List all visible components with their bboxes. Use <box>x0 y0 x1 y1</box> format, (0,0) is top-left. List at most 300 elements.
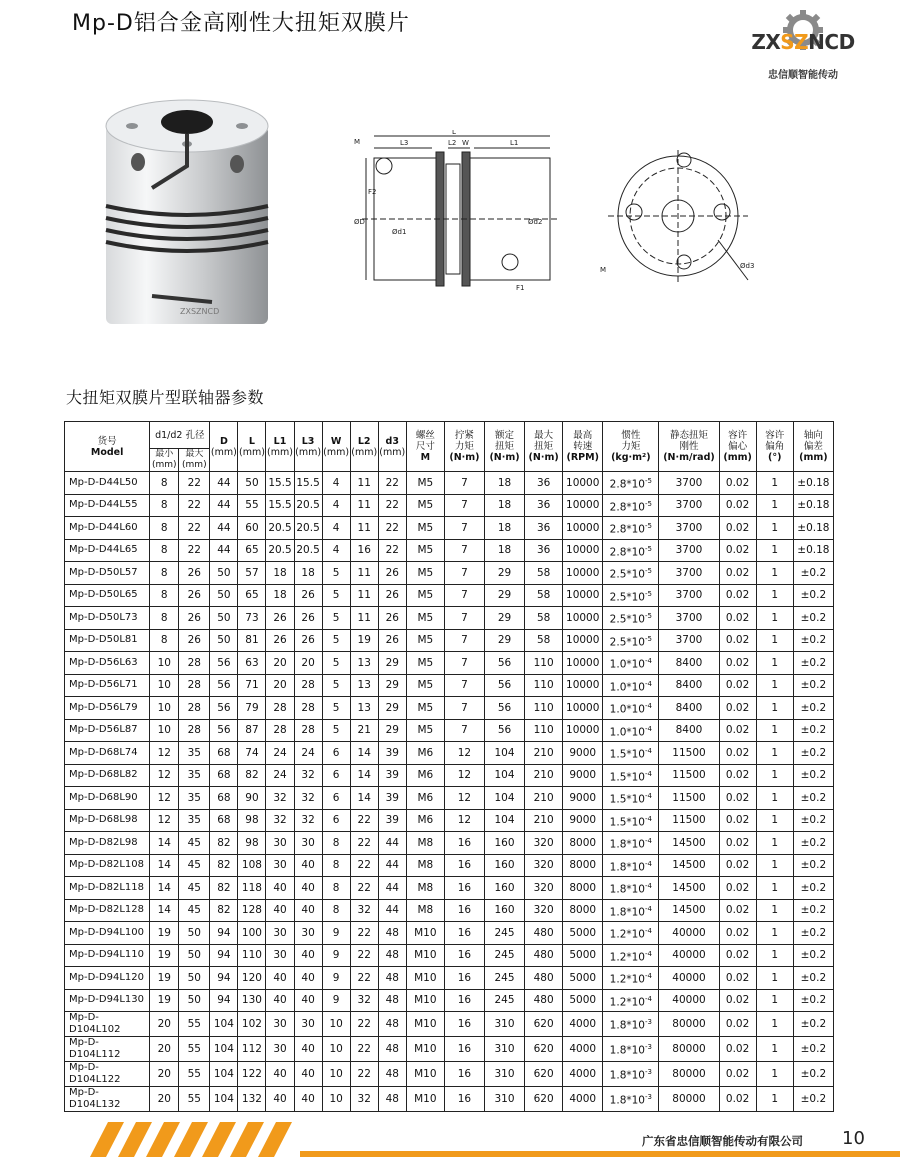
table-cell: Mp-D-D44L65 <box>65 539 150 562</box>
table-cell: 9000 <box>563 764 603 787</box>
table-cell: 32 <box>266 787 294 810</box>
table-cell: 40 <box>266 1087 294 1112</box>
table-cell: 30 <box>266 1012 294 1037</box>
table-cell: 6 <box>322 742 350 765</box>
table-cell: M6 <box>406 809 444 832</box>
table-cell: 16 <box>444 1037 484 1062</box>
table-cell: 620 <box>525 1037 563 1062</box>
header-angle: 容许 偏角 (°) <box>756 422 793 472</box>
table-cell: M5 <box>406 562 444 585</box>
table-cell: 320 <box>525 832 563 855</box>
dim-label-d1: Ød1 <box>392 228 407 236</box>
table-cell: 7 <box>444 674 484 697</box>
table-cell: 50 <box>238 472 266 495</box>
table-cell: 50 <box>179 989 210 1012</box>
table-cell: 32 <box>294 809 322 832</box>
table-cell: 22 <box>350 854 378 877</box>
table-cell: 3700 <box>659 517 719 540</box>
table-cell: 94 <box>210 989 238 1012</box>
table-cell: 110 <box>525 719 563 742</box>
table-cell: 44 <box>378 854 406 877</box>
table-cell: Mp-D-D94L110 <box>65 944 150 967</box>
table-cell: 0.02 <box>719 539 756 562</box>
table-cell: ±0.2 <box>793 1037 833 1062</box>
table-cell: 44 <box>210 539 238 562</box>
table-row <box>65 832 834 855</box>
inertia-exponent: -4 <box>645 724 652 733</box>
table-cell: 11 <box>350 494 378 517</box>
table-cell: 32 <box>350 1087 378 1112</box>
table-cell: 1 <box>756 562 793 585</box>
table-cell: Mp-D-D82L118 <box>65 877 150 900</box>
table-cell: 0.02 <box>719 1087 756 1112</box>
table-cell: 40 <box>266 1062 294 1087</box>
table-cell: 0.02 <box>719 1062 756 1087</box>
table-cell: 1 <box>756 877 793 900</box>
table-cell: ±0.2 <box>793 809 833 832</box>
inertia-exponent: -5 <box>645 544 652 553</box>
table-cell-inertia: $1.2*10^{-4}$ <box>603 967 659 990</box>
table-cell: 0.02 <box>719 652 756 675</box>
table-cell: 10000 <box>563 517 603 540</box>
inertia-base: 2.8 <box>609 501 627 513</box>
header-rated-torque: 额定 扭矩 (N·m) <box>484 422 524 472</box>
table-cell: 8400 <box>659 719 719 742</box>
header-model: 货号 Model <box>65 422 150 472</box>
table-cell: ±0.2 <box>793 877 833 900</box>
table-cell: 87 <box>238 719 266 742</box>
table-cell: M5 <box>406 472 444 495</box>
table-cell: 29 <box>484 584 524 607</box>
table-cell: M8 <box>406 899 444 922</box>
table-cell: 55 <box>179 1062 210 1087</box>
table-cell-inertia: $2.5*10^{-5}$ <box>603 584 659 607</box>
table-cell: 40 <box>294 1062 322 1087</box>
table-cell: 58 <box>525 629 563 652</box>
table-cell: 160 <box>484 877 524 900</box>
table-row <box>65 539 834 562</box>
table-cell: 7 <box>444 539 484 562</box>
table-cell: 39 <box>378 764 406 787</box>
table-cell: 71 <box>238 674 266 697</box>
table-cell: 1 <box>756 854 793 877</box>
table-cell: 4 <box>322 539 350 562</box>
table-cell: Mp-D-D82L128 <box>65 899 150 922</box>
footer-company: 广东省忠信顺智能传动有限公司 <box>642 1134 803 1148</box>
table-cell: 22 <box>350 1062 378 1087</box>
table-cell: 4 <box>322 472 350 495</box>
table-cell: ±0.2 <box>793 967 833 990</box>
table-row <box>65 1012 834 1037</box>
table-cell: 65 <box>238 584 266 607</box>
table-cell: 22 <box>378 539 406 562</box>
table-cell: 16 <box>444 1087 484 1112</box>
table-cell: 1 <box>756 629 793 652</box>
inertia-base: 1.8 <box>609 838 627 851</box>
table-cell: 50 <box>210 629 238 652</box>
table-cell: 8 <box>322 854 350 877</box>
table-cell: 55 <box>179 1012 210 1037</box>
table-cell: 79 <box>238 697 266 720</box>
table-cell: 0.02 <box>719 854 756 877</box>
table-cell: 10000 <box>563 674 603 697</box>
inertia-base: 1.2 <box>609 973 627 986</box>
table-cell: 12 <box>444 742 484 765</box>
table-cell: 14 <box>150 899 179 922</box>
table-cell: Mp-D-D50L57 <box>65 562 150 585</box>
dim-label-d3: Ød3 <box>740 262 755 270</box>
table-cell: 20.5 <box>266 539 294 562</box>
inertia-exponent: -4 <box>645 972 652 980</box>
table-cell: 56 <box>210 697 238 720</box>
table-cell: 9 <box>322 944 350 967</box>
table-row <box>65 584 834 607</box>
dim-label-D: ØD <box>354 218 365 226</box>
table-cell: 30 <box>266 944 294 967</box>
table-cell: 1 <box>756 1037 793 1062</box>
table-cell: 5000 <box>563 989 603 1012</box>
table-cell: Mp-D-D50L73 <box>65 607 150 630</box>
table-cell: 1 <box>756 494 793 517</box>
table-cell: 8400 <box>659 697 719 720</box>
inertia-exponent: -3 <box>645 1043 652 1052</box>
inertia-exponent: -5 <box>645 477 652 485</box>
table-cell: M10 <box>406 1012 444 1037</box>
table-cell: 35 <box>179 742 210 765</box>
table-cell: 30 <box>266 854 294 877</box>
table-row <box>65 562 834 585</box>
table-cell: 40 <box>266 899 294 922</box>
table-cell: 1 <box>756 652 793 675</box>
table-cell: 12 <box>444 764 484 787</box>
table-cell: 13 <box>350 652 378 675</box>
table-cell-inertia: $2.8*10^{-5}$ <box>603 517 659 540</box>
table-cell: 94 <box>210 944 238 967</box>
table-cell: 32 <box>294 764 322 787</box>
table-cell: 22 <box>350 967 378 990</box>
photo-engraving: ZXSZNCD <box>180 307 220 316</box>
table-cell: 40 <box>294 854 322 877</box>
table-cell: ±0.2 <box>793 607 833 630</box>
table-cell: 40 <box>294 1037 322 1062</box>
table-cell: 48 <box>378 944 406 967</box>
table-cell: ±0.2 <box>793 1087 833 1112</box>
inertia-base: 1.0 <box>609 658 627 671</box>
table-cell: 480 <box>525 922 563 945</box>
table-cell: 310 <box>484 1062 524 1087</box>
table-row <box>65 719 834 742</box>
table-cell: 104 <box>484 809 524 832</box>
table-cell: 57 <box>238 562 266 585</box>
header-d3: d3 (mm) <box>378 422 406 472</box>
table-cell: 29 <box>484 629 524 652</box>
table-cell-inertia: $1.8*10^{-3}$ <box>603 1062 659 1087</box>
table-cell: 48 <box>378 1087 406 1112</box>
table-cell: 39 <box>378 742 406 765</box>
inertia-base: 1.8 <box>609 1019 627 1032</box>
table-cell: Mp-D-D68L90 <box>65 787 150 810</box>
table-cell: ±0.18 <box>793 494 833 517</box>
table-cell: 12 <box>150 809 179 832</box>
table-cell: 1 <box>756 719 793 742</box>
table-cell: 40 <box>294 877 322 900</box>
table-cell: 29 <box>484 607 524 630</box>
spec-table <box>64 421 834 1112</box>
inertia-exponent: -5 <box>645 567 652 575</box>
table-cell: 44 <box>378 877 406 900</box>
table-cell: 10000 <box>563 539 603 562</box>
table-cell: 50 <box>179 922 210 945</box>
header-axial: 轴向 偏差 (mm) <box>793 422 833 472</box>
inertia-exponent: -5 <box>645 612 652 620</box>
table-cell: 30 <box>294 1012 322 1037</box>
header-L3: L3 (mm) <box>294 422 322 472</box>
table-cell: Mp-D-D104L112 <box>65 1037 150 1062</box>
table-cell: M8 <box>406 877 444 900</box>
table-cell: 40 <box>266 989 294 1012</box>
table-cell: M5 <box>406 584 444 607</box>
table-cell: 14500 <box>659 899 719 922</box>
table-cell-inertia: $1.8*10^{-3}$ <box>603 1012 659 1037</box>
table-cell: ±0.2 <box>793 764 833 787</box>
inertia-base: 1.5 <box>609 748 627 761</box>
table-cell: 10 <box>150 674 179 697</box>
table-cell: 14 <box>150 877 179 900</box>
table-cell: 320 <box>525 899 563 922</box>
table-cell-inertia: $1.8*10^{-4}$ <box>603 877 659 900</box>
dim-label-M: M <box>354 138 361 146</box>
inertia-base: 1.2 <box>609 951 627 963</box>
table-cell: ±0.2 <box>793 719 833 742</box>
table-cell: 3700 <box>659 472 719 495</box>
table-cell: 22 <box>179 494 210 517</box>
table-row <box>65 697 834 720</box>
table-cell: 9 <box>322 967 350 990</box>
table-cell: 24 <box>266 764 294 787</box>
table-cell: 0.02 <box>719 944 756 967</box>
table-cell: 48 <box>378 967 406 990</box>
table-cell: 36 <box>525 494 563 517</box>
table-cell: 29 <box>484 562 524 585</box>
table-cell: Mp-D-D44L55 <box>65 494 150 517</box>
table-cell: 104 <box>210 1087 238 1112</box>
table-cell: 36 <box>525 472 563 495</box>
table-cell: 60 <box>238 517 266 540</box>
table-cell: 320 <box>525 854 563 877</box>
table-cell: 310 <box>484 1037 524 1062</box>
table-cell: 35 <box>179 809 210 832</box>
table-cell: 40000 <box>659 967 719 990</box>
table-cell: 44 <box>210 517 238 540</box>
table-cell: 80000 <box>659 1037 719 1062</box>
header-screw: 螺丝 尺寸 M <box>406 422 444 472</box>
table-cell: 56 <box>484 719 524 742</box>
table-cell: 80000 <box>659 1012 719 1037</box>
table-cell: 35 <box>179 787 210 810</box>
table-cell: 16 <box>444 899 484 922</box>
table-cell: 1 <box>756 607 793 630</box>
table-cell: 28 <box>266 719 294 742</box>
dim-label-F1: F1 <box>516 284 525 292</box>
table-cell: 20.5 <box>294 539 322 562</box>
table-cell: 0.02 <box>719 742 756 765</box>
table-row <box>65 899 834 922</box>
inertia-base: 1.0 <box>609 703 627 716</box>
footer-line <box>300 1151 900 1157</box>
table-cell: M5 <box>406 652 444 675</box>
table-cell: 58 <box>525 607 563 630</box>
table-cell: 20 <box>150 1087 179 1112</box>
table-cell: Mp-D-D68L74 <box>65 742 150 765</box>
inertia-base: 2.5 <box>609 591 627 603</box>
table-cell: 26 <box>179 584 210 607</box>
table-cell: 20 <box>150 1062 179 1087</box>
section-title: 大扭矩双膜片型联轴器参数 <box>66 388 265 407</box>
table-cell: 22 <box>350 809 378 832</box>
table-cell: 98 <box>238 832 266 855</box>
inertia-exponent: -4 <box>645 679 652 688</box>
inertia-base: 2.5 <box>609 613 627 626</box>
table-cell: 45 <box>179 877 210 900</box>
table-cell: 15.5 <box>266 472 294 495</box>
table-cell-inertia: $1.2*10^{-4}$ <box>603 944 659 967</box>
table-cell: Mp-D-D104L122 <box>65 1062 150 1087</box>
table-cell: 5000 <box>563 944 603 967</box>
table-cell: ±0.18 <box>793 517 833 540</box>
table-cell: 26 <box>266 629 294 652</box>
table-cell: 15.5 <box>266 494 294 517</box>
table-cell: 22 <box>350 922 378 945</box>
table-cell: Mp-D-D50L81 <box>65 629 150 652</box>
table-cell: Mp-D-D104L132 <box>65 1087 150 1112</box>
table-cell: 50 <box>179 944 210 967</box>
table-cell: 44 <box>210 472 238 495</box>
header-bore-max: 最大 (mm) <box>179 449 210 472</box>
table-cell: 5000 <box>563 922 603 945</box>
table-cell: 39 <box>378 787 406 810</box>
table-cell: 0.02 <box>719 877 756 900</box>
table-cell: 30 <box>266 922 294 945</box>
dim-label-L2: L2 <box>448 139 457 147</box>
inertia-exponent: -4 <box>645 949 652 958</box>
table-cell: 36 <box>525 517 563 540</box>
table-cell: 20 <box>266 652 294 675</box>
table-cell: 0.02 <box>719 472 756 495</box>
table-cell: 0.02 <box>719 922 756 945</box>
table-cell: 210 <box>525 764 563 787</box>
table-cell: M5 <box>406 494 444 517</box>
table-cell: 160 <box>484 832 524 855</box>
table-cell: 30 <box>266 832 294 855</box>
table-cell: 13 <box>350 674 378 697</box>
table-cell-inertia: $2.8*10^{-5}$ <box>603 494 659 517</box>
header-bore: d1/d2 孔径 <box>150 422 210 449</box>
inertia-base: 1.8 <box>609 906 627 918</box>
table-cell: 110 <box>525 697 563 720</box>
table-cell-inertia: $1.8*10^{-3}$ <box>603 1037 659 1062</box>
table-cell: 100 <box>238 922 266 945</box>
table-cell: 26 <box>294 607 322 630</box>
table-cell-inertia: $1.8*10^{-3}$ <box>603 1087 659 1112</box>
header-stiffness: 静态扭矩 刚性 (N·m/rad) <box>659 422 719 472</box>
table-cell: 9000 <box>563 809 603 832</box>
inertia-base: 1.8 <box>609 1094 627 1107</box>
table-cell: Mp-D-D56L79 <box>65 697 150 720</box>
table-cell: ±0.2 <box>793 562 833 585</box>
table-cell: 104 <box>484 787 524 810</box>
table-cell: 1 <box>756 967 793 990</box>
table-cell: 12 <box>444 787 484 810</box>
table-cell: 56 <box>210 652 238 675</box>
table-cell: 19 <box>350 629 378 652</box>
table-cell: 18 <box>484 472 524 495</box>
table-cell: 82 <box>238 764 266 787</box>
table-cell-inertia: $2.5*10^{-5}$ <box>603 629 659 652</box>
table-cell: 8 <box>150 584 179 607</box>
table-cell: 0.02 <box>719 607 756 630</box>
table-row <box>65 922 834 945</box>
table-cell: 7 <box>444 719 484 742</box>
page-title: Mp-D铝合金高刚性大扭矩双膜片 <box>72 11 410 36</box>
dim-label-F2: F2 <box>368 188 377 196</box>
header-L: L (mm) <box>238 422 266 472</box>
dim-label-L1: L1 <box>510 139 519 147</box>
table-cell: 5 <box>322 697 350 720</box>
dim-label-M-front: M <box>600 266 607 274</box>
table-cell: 8000 <box>563 899 603 922</box>
table-cell: 80000 <box>659 1062 719 1087</box>
table-cell: 94 <box>210 967 238 990</box>
table-cell: 30 <box>294 922 322 945</box>
table-cell: 1 <box>756 1062 793 1087</box>
table-cell-inertia: $1.2*10^{-4}$ <box>603 922 659 945</box>
table-row <box>65 877 834 900</box>
table-cell: 320 <box>525 877 563 900</box>
table-cell: 210 <box>525 809 563 832</box>
table-cell: M8 <box>406 854 444 877</box>
table-cell: 14 <box>150 854 179 877</box>
table-cell: ±0.2 <box>793 854 833 877</box>
inertia-exponent: -4 <box>645 859 652 868</box>
table-cell: 45 <box>179 854 210 877</box>
table-cell: 28 <box>294 697 322 720</box>
table-cell: 102 <box>238 1012 266 1037</box>
table-cell: 7 <box>444 584 484 607</box>
table-cell: 6 <box>322 809 350 832</box>
table-cell: 56 <box>210 674 238 697</box>
table-cell: 7 <box>444 562 484 585</box>
table-cell: 16 <box>350 539 378 562</box>
table-cell: 90 <box>238 787 266 810</box>
table-cell: 68 <box>210 809 238 832</box>
table-cell: 50 <box>210 584 238 607</box>
table-cell: 210 <box>525 787 563 810</box>
table-cell: 20.5 <box>294 517 322 540</box>
inertia-base: 1.8 <box>609 1069 627 1082</box>
table-cell: 5 <box>322 607 350 630</box>
table-cell: 22 <box>350 944 378 967</box>
table-cell: 11500 <box>659 809 719 832</box>
table-cell: 1 <box>756 472 793 495</box>
table-cell: 5 <box>322 719 350 742</box>
table-cell: 26 <box>266 607 294 630</box>
table-cell: 128 <box>238 899 266 922</box>
table-cell: 40 <box>294 944 322 967</box>
inertia-exponent: -3 <box>645 1093 652 1102</box>
table-cell: 8 <box>150 562 179 585</box>
table-cell: 74 <box>238 742 266 765</box>
table-cell: 5 <box>322 584 350 607</box>
